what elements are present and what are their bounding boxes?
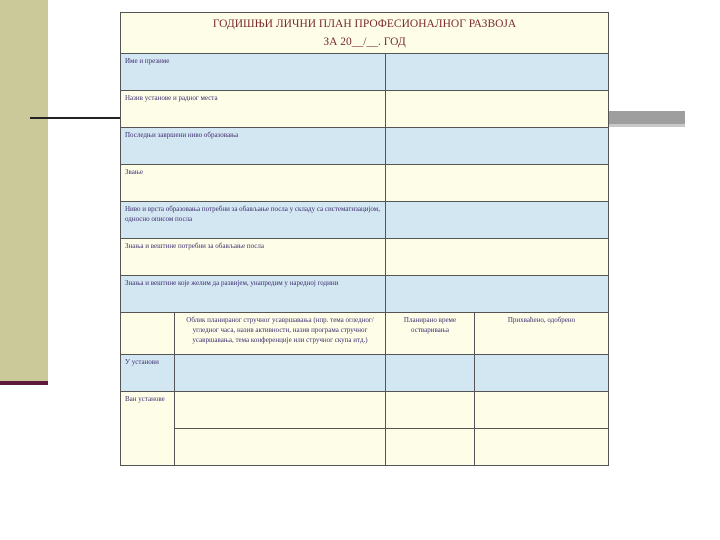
field-outside-approved-1[interactable] [475,392,609,429]
field-education[interactable] [386,128,609,165]
field-inside-form[interactable] [175,355,386,392]
row-education [121,128,609,165]
field-outside-time-2[interactable] [386,429,475,466]
row-education-needs [121,202,609,239]
field-outside-form-2[interactable] [175,429,386,466]
row-outside-institution [121,392,609,429]
label-required-skills: Знања и вештине потребни за обављање посла [121,239,386,276]
label-desired-skills: Знања и вештине које желим да развијем, унапредим у наредној години [121,276,386,313]
field-inside-approved[interactable] [475,355,609,392]
label-name: Име и презиме [121,54,386,91]
field-required-skills[interactable] [386,239,609,276]
label-institution: Назив установе и радног места [121,91,386,128]
label-inside-institution: У установи [121,355,175,392]
row-required-skills [121,239,609,276]
label-outside-institution: Ван установе [121,392,175,466]
plan-title [121,13,609,54]
row-inside-institution [121,355,609,392]
activities-corner-cell [121,313,175,355]
field-outside-approved-2[interactable] [475,429,609,466]
header-planned-time: Планирано време остваривања [386,313,475,355]
plan-title-line1: ГОДИШЊИ ЛИЧНИ ПЛАН ПРОФЕСИОНАЛНОГ РАЗВОЈА [212,18,517,30]
label-title: Звање [121,165,386,202]
header-activity-form: Облик планираног стручног усавршавања (нпр. тема огледног/угледног часа, назив активности, назив програма стручног усавршавања, тема конференције или стручног скупа итд.) [175,313,386,355]
professional-development-plan-table [120,12,609,466]
activities-header-row [121,313,609,355]
field-inside-time[interactable] [386,355,475,392]
field-institution[interactable] [386,91,609,128]
row-outside-institution-2 [121,429,609,466]
label-education: Последњи завршени ниво образовања [121,128,386,165]
title-row [121,13,609,54]
field-name[interactable] [386,54,609,91]
field-outside-time-1[interactable] [386,392,475,429]
field-title[interactable] [386,165,609,202]
row-desired-skills [121,276,609,313]
header-approved: Прихваћено, одобрено [475,313,609,355]
plan-title-line2: ЗА 20__/__. ГОД [323,36,406,48]
left-accent-underline [0,381,48,385]
row-institution [121,91,609,128]
field-education-needs[interactable] [386,202,609,239]
left-accent-bar [0,0,48,382]
field-outside-form-1[interactable] [175,392,386,429]
field-desired-skills[interactable] [386,276,609,313]
row-name [121,54,609,91]
label-education-needs: Ниво и врста образовања потребни за обављање посла у складу са систематизацијом, односно описом посла [121,202,386,239]
row-title [121,165,609,202]
